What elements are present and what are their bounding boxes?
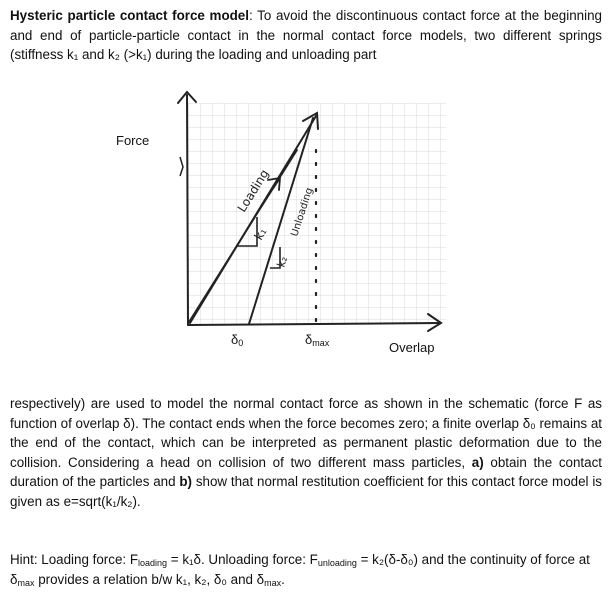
hint-prefix: Hint: Loading force:	[10, 552, 130, 567]
f-loading: F	[129, 552, 139, 567]
delta0-label	[231, 332, 243, 347]
f-unloading: F	[309, 552, 318, 567]
unloading-label: Unloading	[289, 186, 316, 238]
body-part2: obtain the contact duration of the particles and	[10, 454, 602, 490]
loading-eq: = k₁δ. Unloading force:	[167, 552, 310, 567]
deltamax-label	[305, 332, 329, 347]
loading-label: Loading	[234, 167, 272, 215]
delta0-subscript: 0	[238, 338, 244, 348]
body-part3: show that normal restitution coefficient for this contact force model is given as e=sqrt(k₁/k₂).	[10, 474, 602, 509]
part-a-label: a)	[471, 454, 484, 470]
deltamax-subscript: max	[312, 338, 330, 348]
y-axis-tick-mark	[180, 157, 183, 176]
k2-label: k₂	[274, 254, 291, 269]
deltamax-symbol: δ	[305, 332, 313, 347]
part-b-label: b)	[179, 474, 193, 490]
unloading-eq: = k₂(δ-δ₀) and the continuity of force at	[356, 552, 590, 567]
body-part1: respectively) are used to model the normal contact force as shown in the schematic (force F as function of overlap δ). The contact ends when the force becomes zero; a finite overlap δ₀ remains at the end of the contact, which can be interpreted as permanent plastic deformation due to the collision. Considering a head on collision of two different mass particles,	[10, 396, 602, 470]
hint-end: .	[281, 571, 285, 587]
y-axis	[187, 95, 188, 325]
intro-heading: Hysteric particle contact force model	[10, 8, 249, 23]
y-axis-label: Force	[116, 133, 150, 148]
intro-text: : To avoid the discontinuous contact force at the beginning and end of particle-particle contact in the normal contact force models, two different springs (stiffness k₁ and k₂ (>k₁) during the loading and unloading part	[10, 8, 602, 63]
k1-label: k₁	[251, 225, 270, 243]
hint-dmax-sub: max	[17, 577, 35, 588]
f-loading-sub: loading	[138, 558, 168, 568]
f-unloading-sub: unloading	[317, 558, 357, 568]
delta0-symbol: δ	[231, 332, 239, 347]
hint-end-sub: max	[264, 577, 282, 588]
hint-paragraph	[10, 550, 602, 589]
body-paragraph	[10, 394, 602, 512]
graph-paper-grid	[188, 103, 446, 325]
hint-suffix: provides a relation b/w k₁, k₂, δ₀ and δ	[34, 571, 265, 587]
x-axis-label: Overlap	[389, 340, 435, 355]
hint-dmax: δ	[10, 571, 18, 587]
